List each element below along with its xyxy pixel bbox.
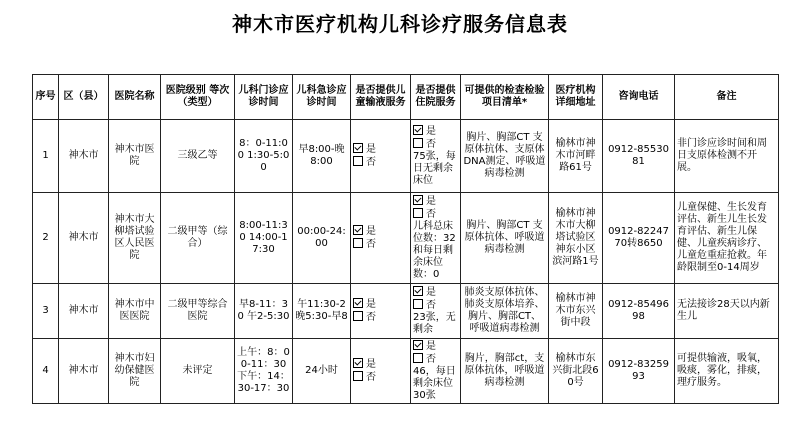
hospital-level-cell: 二级甲等综合医院 xyxy=(161,284,235,339)
header-cell: 可提供的检查检验项目清单* xyxy=(461,75,549,120)
address-cell: 榆林市东兴街北段60号 xyxy=(549,339,603,404)
infusion-no-option xyxy=(353,311,408,324)
option-no-label: 否 xyxy=(426,139,436,150)
checked-box-icon xyxy=(353,143,363,153)
option-yes-label: 是 xyxy=(426,196,436,207)
empty-box-icon xyxy=(353,238,363,248)
remark-cell: 可提供输液，吸氧，吸痰，雾化，排痰，理疗服务。 xyxy=(675,339,779,404)
inpatient-cell xyxy=(411,284,461,339)
table-row xyxy=(33,284,779,339)
option-yes-label: 是 xyxy=(366,359,376,370)
hospital-level-cell: 三级乙等 xyxy=(161,120,235,193)
checked-box-icon xyxy=(413,195,423,205)
option-yes-label: 是 xyxy=(426,287,436,298)
district-cell: 神木市 xyxy=(59,339,109,404)
inpatient-cell xyxy=(411,120,461,193)
infusion-yes-option xyxy=(353,143,408,156)
infusion-cell xyxy=(351,284,411,339)
infusion-no-option xyxy=(353,371,408,384)
header-cell: 医疗机构详细地址 xyxy=(549,75,603,120)
checked-box-icon xyxy=(353,225,363,235)
header-cell: 医院名称 xyxy=(109,75,161,120)
empty-box-icon xyxy=(413,353,423,363)
remark-cell: 无法接诊28天以内新生儿 xyxy=(675,284,779,339)
option-yes-label: 是 xyxy=(366,299,376,310)
hospital-level-cell: 二级甲等（综合） xyxy=(161,193,235,284)
inpatient-note: 46，每日剩余床位30张 xyxy=(413,366,456,401)
row-number: 2 xyxy=(33,193,59,284)
row-number: 1 xyxy=(33,120,59,193)
hospital-name-cell: 神木市大柳塔试验区人民医院 xyxy=(109,193,161,284)
hospital-name-cell: 神木市妇幼保健医院 xyxy=(109,339,161,404)
district-cell: 神木市 xyxy=(59,120,109,193)
emergency-time-cell: 午11:30-2 晚5:30-早8 xyxy=(293,284,351,339)
empty-box-icon xyxy=(353,311,363,321)
infusion-yes-option xyxy=(353,358,408,371)
checked-box-icon xyxy=(413,125,423,135)
phone-cell: 0912-8549698 xyxy=(603,284,675,339)
checked-box-icon xyxy=(413,286,423,296)
emergency-time-cell: 24小时 xyxy=(293,339,351,404)
clinic-time-cell: 8:00-11:30 14:00-17:30 xyxy=(235,193,293,284)
tests-cell: 胸片、胸部CT 支原体抗体、呼吸道病毒检测 xyxy=(461,193,549,284)
hospital-name-cell: 神木市中医医院 xyxy=(109,284,161,339)
infusion-no-option xyxy=(353,238,408,251)
clinic-time-cell: 8：0-11:00 1:30-5:00 xyxy=(235,120,293,193)
remark-cell: 儿童保健、生长发育评估、新生儿生长发育评估、新生儿保健、儿童疾病诊疗、儿童危重症抢救。年龄限制至0-14周岁 xyxy=(675,193,779,284)
inpatient-cell xyxy=(411,339,461,404)
phone-cell: 0912-8325993 xyxy=(603,339,675,404)
option-yes-label: 是 xyxy=(426,341,436,352)
header-cell: 医院级别 等次（类型） xyxy=(161,75,235,120)
row-number: 4 xyxy=(33,339,59,404)
phone-cell: 0912-8224770转8650 xyxy=(603,193,675,284)
table-header-row xyxy=(33,75,779,120)
option-yes-label: 是 xyxy=(366,226,376,237)
empty-box-icon xyxy=(353,156,363,166)
tests-cell: 胸片，胸部ct，支原体抗体，呼吸道病毒检测 xyxy=(461,339,549,404)
header-cell: 备注 xyxy=(675,75,779,120)
clinic-time-cell: 早8-11：30 午2-5:30 xyxy=(235,284,293,339)
header-cell: 区（县） xyxy=(59,75,109,120)
page-title: 神木市医疗机构儿科诊疗服务信息表 xyxy=(232,12,568,36)
table-row xyxy=(33,339,779,404)
infusion-cell xyxy=(351,120,411,193)
header-cell: 是否提供住院服务 xyxy=(411,75,461,120)
row-number: 3 xyxy=(33,284,59,339)
option-no-label: 否 xyxy=(426,209,436,220)
district-cell: 神木市 xyxy=(59,284,109,339)
tests-cell: 肺炎支原体抗体、肺炎支原体培养、胸片、胸部CT、呼吸道病毒检测 xyxy=(461,284,549,339)
emergency-time-cell: 00:00-24:00 xyxy=(293,193,351,284)
empty-box-icon xyxy=(413,138,423,148)
checked-box-icon xyxy=(353,358,363,368)
district-cell: 神木市 xyxy=(59,193,109,284)
tests-cell: 胸片、胸部CT 支原体抗体、支原体DNA测定、呼吸道病毒检测 xyxy=(461,120,549,193)
option-no-label: 否 xyxy=(426,354,436,365)
option-no-label: 否 xyxy=(366,312,376,323)
option-no-label: 否 xyxy=(366,372,376,383)
inpatient-note: 75张，每日无剩余床位 xyxy=(413,151,456,186)
inpatient-no-option xyxy=(413,353,458,366)
address-cell: 榆林市神木市大柳塔试验区神东小区滨河路1号 xyxy=(549,193,603,284)
phone-cell: 0912-8553081 xyxy=(603,120,675,193)
option-yes-label: 是 xyxy=(366,144,376,155)
header-cell: 序号 xyxy=(33,75,59,120)
clinic-time-cell: 上午：8：00-11：30 下午：14：30-17：30 xyxy=(235,339,293,404)
infusion-yes-option xyxy=(353,225,408,238)
inpatient-note: 儿科总床位数：32和每日剩余床位数：0 xyxy=(413,221,456,280)
inpatient-yes-option xyxy=(413,125,458,138)
option-no-label: 否 xyxy=(426,300,436,311)
infusion-yes-option xyxy=(353,298,408,311)
checked-box-icon xyxy=(413,340,423,350)
header-cell: 儿科门诊应诊时间 xyxy=(235,75,293,120)
inpatient-no-option xyxy=(413,208,458,221)
empty-box-icon xyxy=(413,299,423,309)
pediatric-service-table xyxy=(32,74,779,404)
inpatient-no-option xyxy=(413,299,458,312)
empty-box-icon xyxy=(413,208,423,218)
option-no-label: 否 xyxy=(366,239,376,250)
inpatient-yes-option xyxy=(413,340,458,353)
hospital-level-cell: 未评定 xyxy=(161,339,235,404)
address-cell: 榆林市神木市河畔路61号 xyxy=(549,120,603,193)
header-cell: 是否提供儿童输液服务 xyxy=(351,75,411,120)
emergency-time-cell: 早8:00-晚8:00 xyxy=(293,120,351,193)
table-row xyxy=(33,120,779,193)
empty-box-icon xyxy=(353,371,363,381)
inpatient-no-option xyxy=(413,138,458,151)
inpatient-note: 23张，无剩余 xyxy=(413,312,456,335)
address-cell: 榆林市神木市东兴街中段 xyxy=(549,284,603,339)
checked-box-icon xyxy=(353,298,363,308)
table-row xyxy=(33,193,779,284)
inpatient-yes-option xyxy=(413,195,458,208)
option-no-label: 否 xyxy=(366,157,376,168)
option-yes-label: 是 xyxy=(426,126,436,137)
header-cell: 咨询电话 xyxy=(603,75,675,120)
remark-cell: 非门诊应诊时间和周日支原体检测不开展。 xyxy=(675,120,779,193)
header-cell: 儿科急诊应诊时间 xyxy=(293,75,351,120)
inpatient-cell xyxy=(411,193,461,284)
hospital-name-cell: 神木市医院 xyxy=(109,120,161,193)
infusion-no-option xyxy=(353,156,408,169)
inpatient-yes-option xyxy=(413,286,458,299)
infusion-cell xyxy=(351,339,411,404)
infusion-cell xyxy=(351,193,411,284)
